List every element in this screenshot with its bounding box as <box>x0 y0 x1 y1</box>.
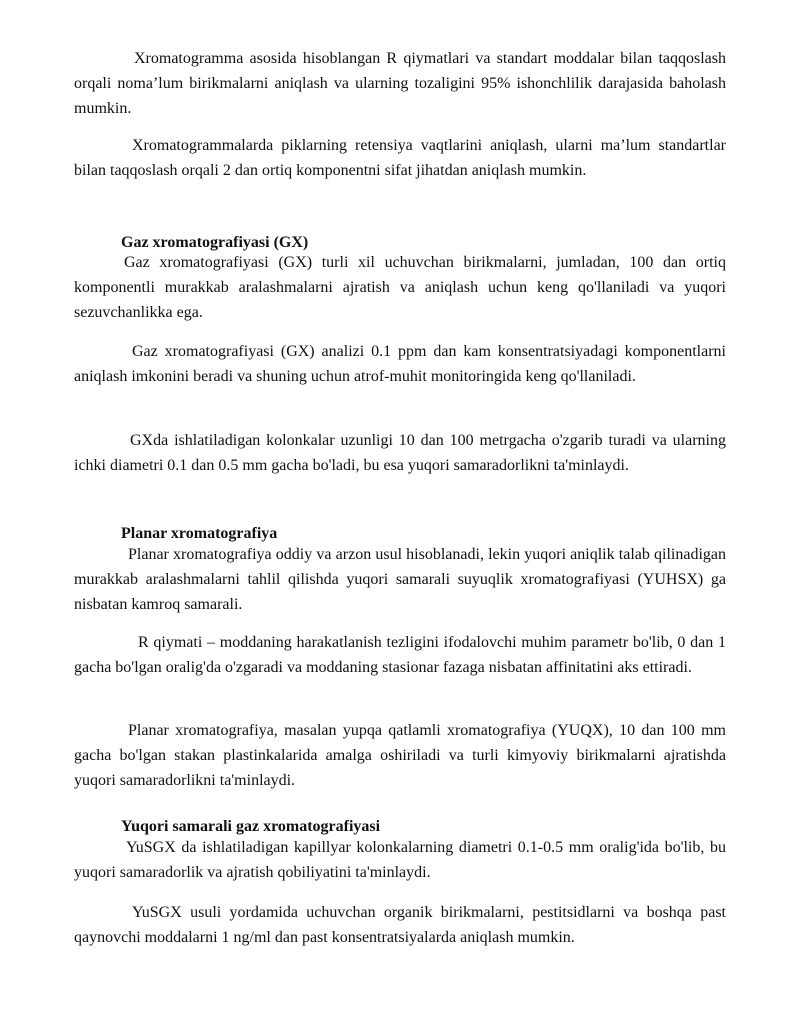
paragraph-planar-intro: Planar xromatografiya oddiy va arzon usul hisoblanadi, lekin yuqori aniqlik talab qilinadigan murakkab aralashmalarni tahlil qilishda yuqori samarali suyuqlik xromatografiyasi (YUHSX) ga nisbatan kamroq samarali. <box>74 546 726 613</box>
paragraph-gc-columns: GXda ishlatiladigan kolonkalar uzunligi 10 dan 100 metrgacha o'zgarib turadi va ularning ichki diametri 0.1 dan 0.5 mm gacha bo'ladi, bu esa yuqori samaradorlikni ta'minlaydi. <box>74 432 726 474</box>
section-heading-planar-chromatography: Planar xromatografiya <box>121 525 278 542</box>
paragraph-tlc: Planar xromatografiya, masalan yupqa qatlamli xromatografiya (YUQX), 10 dan 100 mm gacha bo'lgan stakan plastinkalarida amalga oshiriladi va turli kimyoviy birikmalarni ajratishda yuqori samaradorlikni ta'minlaydi. <box>74 722 726 789</box>
paragraph-gc-sensitivity: Gaz xromatografiyasi (GX) analizi 0.1 ppm dan kam konsentratsiyadagi komponentlarni aniqlash imkonini beradi va shuning uchun atrof-muhit monitoringida keng qo'llaniladi. <box>74 343 726 385</box>
paragraph-retention-time: Xromatogrammalarda piklarning retensiya vaqtlarini aniqlash, ularni ma’lum standartlar bilan taqqoslash orqali 2 dan ortiq komponentni sifat jihatdan aniqlash mumkin. <box>74 137 726 179</box>
section-heading-gas-chromatography: Gaz xromatografiyasi (GX) <box>121 234 309 251</box>
paragraph-rf-comparison: Xromatogramma asosida hisoblangan R qiymatlari va standart moddalar bilan taqqoslash orqali noma’lum birikmalarni aniqlash va ularning tozaligini 95% ishonchlilik darajasida baholash mumkin. <box>74 50 726 117</box>
section-heading-high-performance-gc: Yuqori samarali gaz xromatografiyasi <box>121 818 381 835</box>
paragraph-rf-value: R qiymati – moddaning harakatlanish tezligini ifodalovchi muhim parametr bo'lib, 0 dan 1 gacha bo'lgan oralig'da o'zgaradi va moddaning stasionar fazaga nisbatan affinitatini aks ettiradi. <box>74 634 726 676</box>
paragraph-gc-intro: Gaz xromatografiyasi (GX) turli xil uchuvchan birikmalarni, jumladan, 100 dan ortiq komponentli murakkab aralashmalarni ajratish va aniqlash uchun keng qo'llaniladi va yuqori sezuvchanlikka ega. <box>74 254 726 321</box>
paragraph-capillary-columns: YuSGX da ishlatiladigan kapillyar kolonkalarning diametri 0.1-0.5 mm oralig'ida bo'lib, bu yuqori samaradorlik va ajratish qobiliyatini ta'minlaydi. <box>74 839 726 881</box>
paragraph-hpgc-detection: YuSGX usuli yordamida uchuvchan organik birikmalarni, pestitsidlarni va boshqa past qaynovchi moddalarni 1 ng/ml dan past konsentratsiyalarda aniqlash mumkin. <box>74 904 726 946</box>
